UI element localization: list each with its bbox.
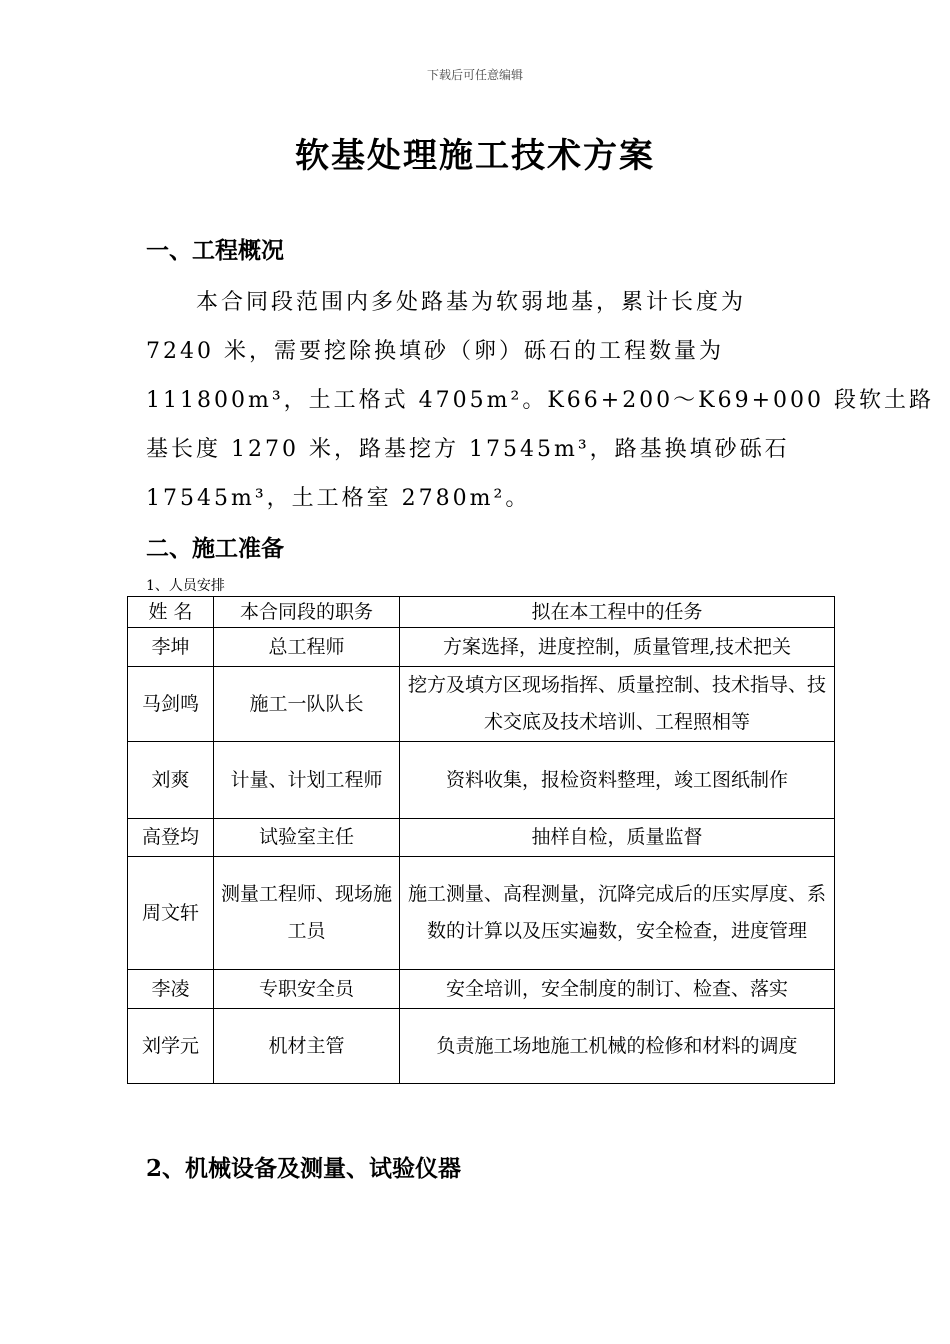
overview-paragraph <box>146 278 935 523</box>
table-header-row <box>128 597 835 628</box>
role-cell: 机材主管 <box>214 1009 400 1084</box>
paragraph-line: 7240 米，需要挖除换填砂（卵）砾石的工程数量为 <box>146 339 724 364</box>
name-cell: 刘学元 <box>128 1009 214 1084</box>
task-cell: 挖方及填方区现场指挥、质量控制、技术指导、技术交底及技术培训、工程照相等 <box>400 667 835 742</box>
staff-table <box>127 596 835 1084</box>
name-cell: 李凌 <box>128 970 214 1009</box>
role-cell: 计量、计划工程师 <box>214 742 400 819</box>
name-cell: 高登均 <box>128 819 214 857</box>
task-cell: 资料收集，报检资料整理，竣工图纸制作 <box>400 742 835 819</box>
name-cell: 马剑鸣 <box>128 667 214 742</box>
paragraph-line: 17545m³，土工格室 2780m²。 <box>146 486 531 511</box>
table-row <box>128 628 835 667</box>
table-row <box>128 970 835 1009</box>
section-heading-preparation: 二、施工准备 <box>146 535 284 562</box>
role-cell: 试验室主任 <box>214 819 400 857</box>
header-cell: 姓 名 <box>128 597 214 628</box>
table-row <box>128 667 835 742</box>
name-cell: 刘爽 <box>128 742 214 819</box>
table-row <box>128 819 835 857</box>
task-cell: 安全培训，安全制度的制订、检查、落实 <box>400 970 835 1009</box>
table-row <box>128 742 835 819</box>
name-cell: 周文轩 <box>128 857 214 970</box>
task-cell: 施工测量、高程测量，沉降完成后的压实厚度、系数的计算以及压实遍数，安全检查，进度管理 <box>400 857 835 970</box>
table-row <box>128 857 835 970</box>
paragraph-line: 基长度 1270 米，路基挖方 17545m³，路基换填砂砾石 <box>146 437 790 462</box>
header-note: 下载后可任意编辑 <box>426 68 523 82</box>
document-title: 软基处理施工技术方案 <box>295 136 655 176</box>
task-cell: 方案选择，进度控制，质量管理,技术把关 <box>400 628 835 667</box>
paragraph-line: 本合同段范围内多处路基为软弱地基，累计长度为 <box>196 290 747 315</box>
role-cell: 专职安全员 <box>214 970 400 1009</box>
header-cell: 拟在本工程中的任务 <box>400 597 835 628</box>
section-heading-equipment: 2、机械设备及测量、试验仪器 <box>146 1155 462 1182</box>
task-cell: 负责施工场地施工机械的检修和材料的调度 <box>400 1009 835 1084</box>
name-cell: 李坤 <box>128 628 214 667</box>
role-cell: 施工一队队长 <box>214 667 400 742</box>
table-caption: 1、人员安排 <box>146 578 225 594</box>
role-cell: 总工程师 <box>214 628 400 667</box>
paragraph-line: 111800m³，土工格式 4705m²。K66+200～K69+000 段软土路 <box>146 388 935 413</box>
header-cell: 本合同段的职务 <box>214 597 400 628</box>
section-heading-overview: 一、工程概况 <box>146 237 284 264</box>
task-cell: 抽样自检，质量监督 <box>400 819 835 857</box>
table-row <box>128 1009 835 1084</box>
role-cell: 测量工程师、现场施工员 <box>214 857 400 970</box>
